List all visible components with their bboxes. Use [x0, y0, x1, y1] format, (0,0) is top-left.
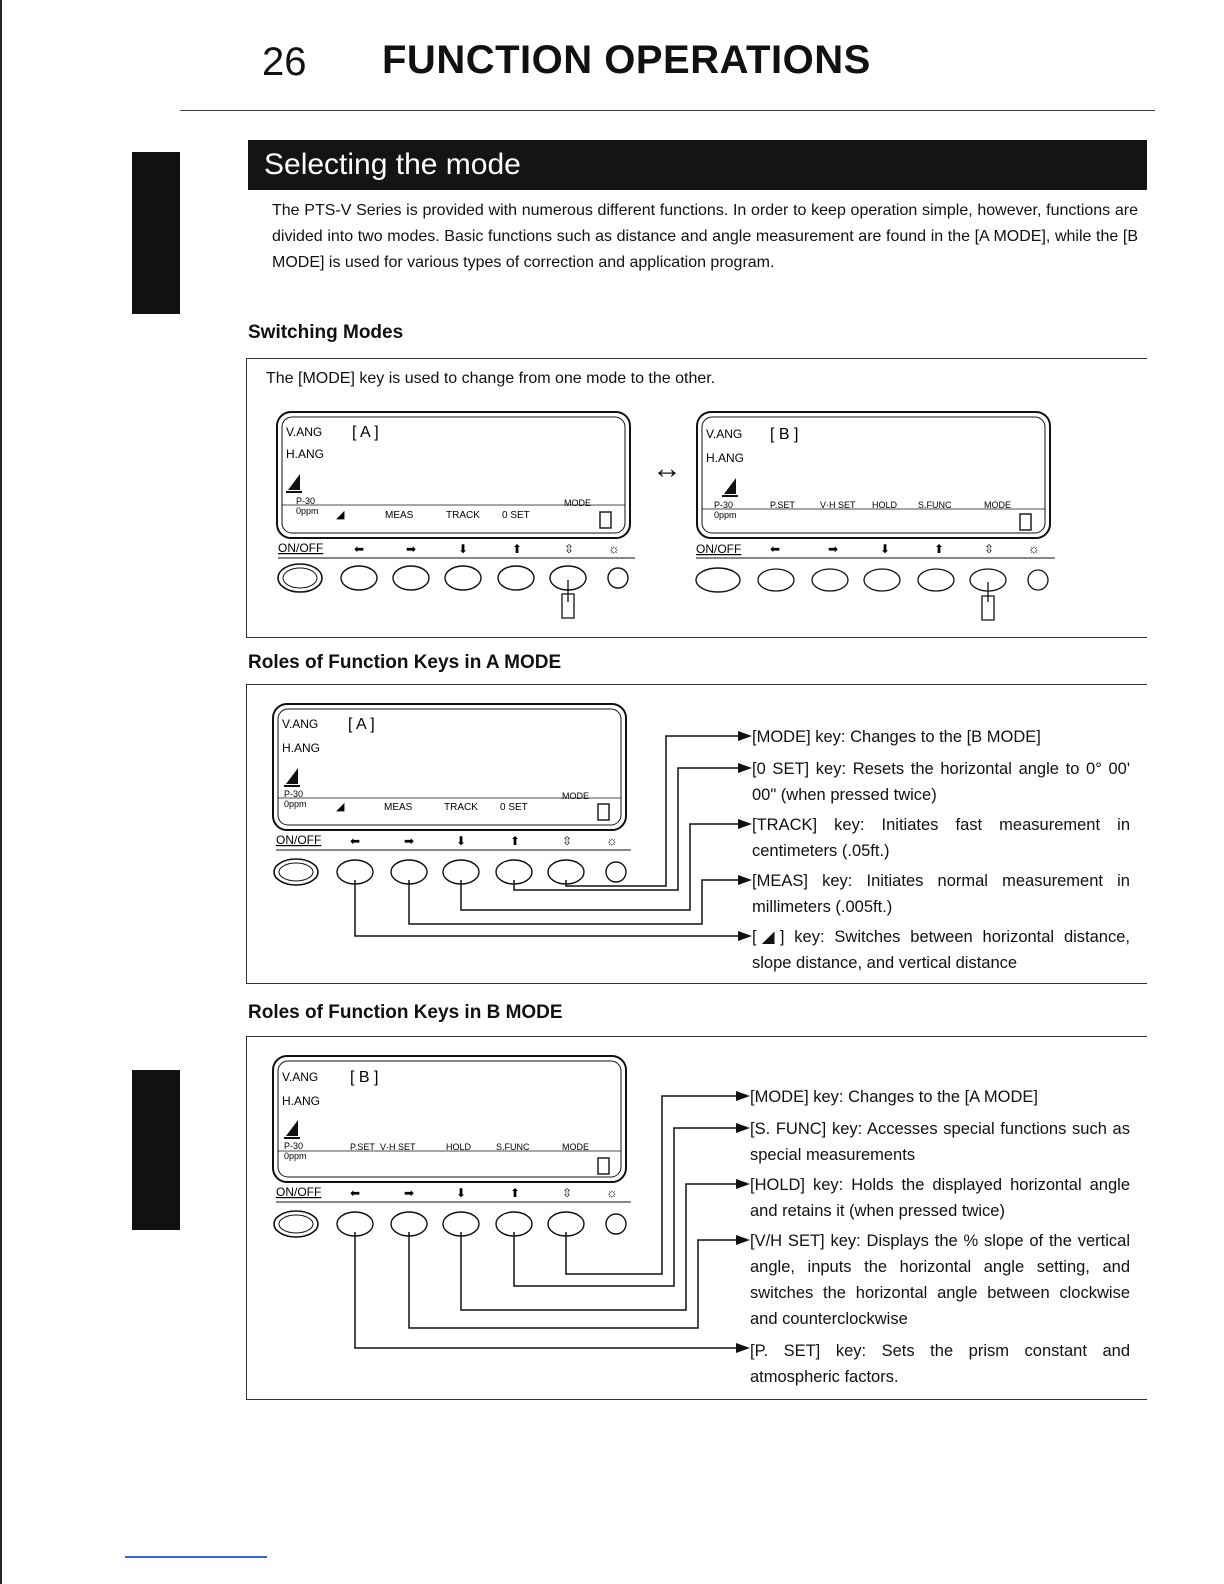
footer-line — [125, 1556, 267, 1558]
prism-label: P-30 — [714, 500, 734, 510]
softkey-1: ◢ — [336, 509, 345, 521]
prism-label: P-30 — [284, 1141, 304, 1151]
battery-icon — [598, 804, 609, 820]
softkey-1: P.SET — [350, 1142, 375, 1152]
leader-vhset — [409, 1232, 738, 1328]
leader-pset — [355, 1232, 738, 1348]
v-ang-label: V.ANG — [282, 1070, 319, 1084]
a-mode-item-mode: [MODE] key: Changes to the [B MODE] — [752, 728, 1041, 746]
leader-dist — [355, 880, 740, 936]
softkey-1: ◢ — [336, 801, 345, 813]
arrowhead-mode — [738, 731, 752, 741]
arrowhead-mode — [736, 1091, 750, 1101]
softkey-3: TRACK — [444, 802, 478, 813]
arrowhead-dist — [738, 931, 752, 941]
leader-mode — [566, 1096, 738, 1274]
b-mode-item-mode: [MODE] key: Changes to the [A MODE] — [750, 1088, 1038, 1106]
softkey-2: V·H SET — [820, 500, 856, 510]
arrow-right-label: ➡ — [404, 834, 415, 848]
header-rule — [180, 110, 1155, 111]
section-banner: Selecting the mode — [248, 140, 1147, 190]
arrow-up-label: ⬆ — [934, 542, 945, 556]
light-key[interactable] — [1028, 570, 1048, 590]
arrow-left-label: ⬅ — [350, 1186, 361, 1200]
mode-indicator: [ B ] — [770, 426, 799, 443]
b-mode-item-vhset: [V/H SET] key: Displays the % slope of the vertical angle, inputs the horizontal angle setting, and switches the horizontal angle between clockwise and counterclockwise — [750, 1232, 1130, 1328]
light-key[interactable] — [606, 862, 626, 882]
light-icon: ☼ — [1028, 541, 1040, 556]
softkey-2: MEAS — [384, 802, 413, 813]
arrow-left-label: ⬅ — [770, 542, 781, 556]
ppm-label: 0ppm — [284, 1151, 307, 1161]
battery-icon — [598, 1158, 609, 1174]
light-icon: ☼ — [608, 541, 620, 556]
f3-key[interactable] — [445, 566, 481, 590]
illumination-label: ⇳ — [984, 542, 995, 556]
softkey-5: MODE — [562, 791, 589, 801]
prism-icon — [286, 1120, 298, 1136]
panel-a-switching — [270, 408, 640, 628]
softkey-4: S.FUNC — [918, 500, 952, 510]
h-ang-label: H.ANG — [282, 1094, 321, 1108]
v-ang-label: V.ANG — [282, 717, 319, 731]
page-number: 26 — [262, 40, 307, 84]
lcd-frame — [697, 412, 1050, 538]
pointing-hand-icon — [982, 582, 994, 620]
on-off-label: ON/OFF — [276, 1185, 322, 1199]
illumination-label: ⇳ — [562, 834, 573, 848]
light-key[interactable] — [606, 1214, 626, 1234]
leader-arrowheads — [736, 1091, 750, 1353]
lcd-inner — [702, 417, 1045, 533]
leader-track — [461, 824, 740, 910]
prism-label: P-30 — [284, 789, 304, 799]
softkey-4: 0 SET — [500, 802, 528, 813]
softkey-1: P.SET — [770, 500, 795, 510]
softkey-5: MODE — [562, 1142, 589, 1152]
illumination-label: ⇳ — [564, 542, 575, 556]
softkey-4: S.FUNC — [496, 1142, 530, 1152]
on-off-label: ON/OFF — [276, 833, 322, 847]
on-off-label: ON/OFF — [278, 541, 324, 555]
arrow-down-label: ⬇ — [456, 1186, 467, 1200]
on-off-key[interactable] — [696, 568, 740, 592]
arrowhead-track — [738, 819, 752, 829]
leader-lines — [355, 1096, 738, 1348]
lcd-frame — [273, 1056, 626, 1182]
h-ang-label: H.ANG — [286, 447, 325, 461]
mode-indicator: [ A ] — [352, 424, 379, 441]
section-tab-marker-bottom — [132, 1070, 180, 1230]
arrow-up-label: ⬆ — [510, 1186, 521, 1200]
f1-key[interactable] — [758, 569, 794, 591]
arrow-up-label: ⬆ — [512, 542, 523, 556]
softkey-3: TRACK — [446, 510, 480, 521]
v-ang-label: V.ANG — [706, 427, 743, 441]
panel-b-switching — [690, 408, 1060, 628]
light-icon: ☼ — [606, 833, 618, 848]
softkey-3: HOLD — [872, 500, 898, 510]
panel-a-roles — [266, 700, 756, 950]
leader-hold — [461, 1184, 738, 1310]
arrowhead-vhset — [736, 1235, 750, 1245]
softkey-2: MEAS — [385, 510, 414, 521]
a-mode-heading: Roles of Function Keys in A MODE — [248, 652, 562, 673]
prism-icon — [286, 768, 298, 784]
arrow-left-label: ⬅ — [350, 834, 361, 848]
f2-key[interactable] — [393, 566, 429, 590]
arrow-up-label: ⬆ — [510, 834, 521, 848]
on-off-key-inner — [279, 1215, 313, 1233]
leader-arrowheads — [738, 731, 752, 941]
a-mode-item-0set: [0 SET] key: Resets the horizontal angle to 0° 00' 00" (when pressed twice) — [752, 760, 1130, 804]
f1-key[interactable] — [341, 566, 377, 590]
h-ang-label: H.ANG — [706, 451, 745, 465]
section-tab-marker-top — [132, 152, 180, 314]
arrow-left-label: ⬅ — [354, 542, 365, 556]
mode-indicator: [ B ] — [350, 1069, 379, 1086]
b-mode-item-sfunc: [S. FUNC] key: Accesses special functions such as special measurements — [750, 1120, 1130, 1164]
lcd-inner — [278, 1061, 621, 1177]
arrow-down-label: ⬇ — [880, 542, 891, 556]
light-key[interactable] — [608, 568, 628, 588]
arrow-down-label: ⬇ — [456, 834, 467, 848]
softkey-2: V·H SET — [380, 1142, 416, 1152]
page-title: FUNCTION OPERATIONS — [382, 38, 871, 82]
b-mode-item-hold: [HOLD] key: Holds the displayed horizontal angle and retains it (when pressed twice) — [750, 1176, 1130, 1220]
mode-switch-arrow: ↔ — [652, 452, 682, 485]
leader-mode — [566, 736, 740, 886]
h-ang-label: H.ANG — [282, 741, 321, 755]
arrowhead-pset — [736, 1343, 750, 1353]
b-mode-item-pset: [P. SET] key: Sets the prism constant and atmospheric factors. — [750, 1342, 1130, 1386]
softkey-3: HOLD — [446, 1142, 472, 1152]
f4-key[interactable] — [498, 566, 534, 590]
battery-icon — [600, 512, 611, 528]
illumination-label: ⇳ — [562, 1186, 573, 1200]
battery-icon — [1020, 514, 1031, 530]
mode-indicator: [ A ] — [348, 716, 375, 733]
ppm-label: 0ppm — [296, 506, 319, 516]
on-off-key-inner — [283, 568, 317, 588]
prism-label: P-30 — [296, 496, 316, 506]
page-edge-line — [0, 0, 2, 1584]
softkey-4: 0 SET — [502, 510, 530, 521]
ppm-label: 0ppm — [284, 799, 307, 809]
arrowhead-sfunc — [736, 1123, 750, 1133]
arrowhead-hold — [736, 1179, 750, 1189]
arrow-right-label: ➡ — [828, 542, 839, 556]
prism-icon — [288, 474, 300, 490]
arrowhead-meas — [738, 875, 752, 885]
on-off-key-inner — [279, 863, 313, 881]
switching-modes-heading: Switching Modes — [248, 322, 404, 343]
intro-paragraph: The PTS-V Series is provided with numerous different functions. In order to keep operation simple, however, functions are divided into two modes. Basic functions such as distance and angle measurement are found in the [A MODE], while the [B MODE] is used for various types of correction and application program. — [272, 202, 1138, 271]
switching-modes-text: The [MODE] key is used to change from one mode to the other. — [266, 370, 716, 387]
ppm-label: 0ppm — [714, 510, 737, 520]
f2-key[interactable] — [812, 569, 848, 591]
arrow-right-label: ➡ — [406, 542, 417, 556]
b-mode-heading: Roles of Function Keys in B MODE — [248, 1002, 563, 1023]
arrow-right-label: ➡ — [404, 1186, 415, 1200]
prism-icon — [724, 478, 736, 494]
pointing-hand-icon — [562, 580, 574, 618]
softkey-5: MODE — [984, 500, 1011, 510]
light-icon: ☼ — [606, 1185, 618, 1200]
arrowhead-0set — [738, 763, 752, 773]
a-mode-item-track: [TRACK] key: Initiates fast measurement in centimeters (.05ft.) — [752, 816, 1130, 860]
a-mode-item-meas: [MEAS] key: Initiates normal measurement in millimeters (.005ft.) — [752, 872, 1130, 916]
on-off-label: ON/OFF — [696, 542, 742, 556]
a-mode-item-distance: [◢] key: Switches between horizontal distance, slope distance, and vertical distance — [752, 928, 1130, 972]
arrow-down-label: ⬇ — [458, 542, 469, 556]
panel-b-roles — [266, 1052, 756, 1362]
v-ang-label: V.ANG — [286, 425, 323, 439]
f4-key[interactable] — [918, 569, 954, 591]
softkey-5: MODE — [564, 498, 591, 508]
f3-key[interactable] — [864, 569, 900, 591]
